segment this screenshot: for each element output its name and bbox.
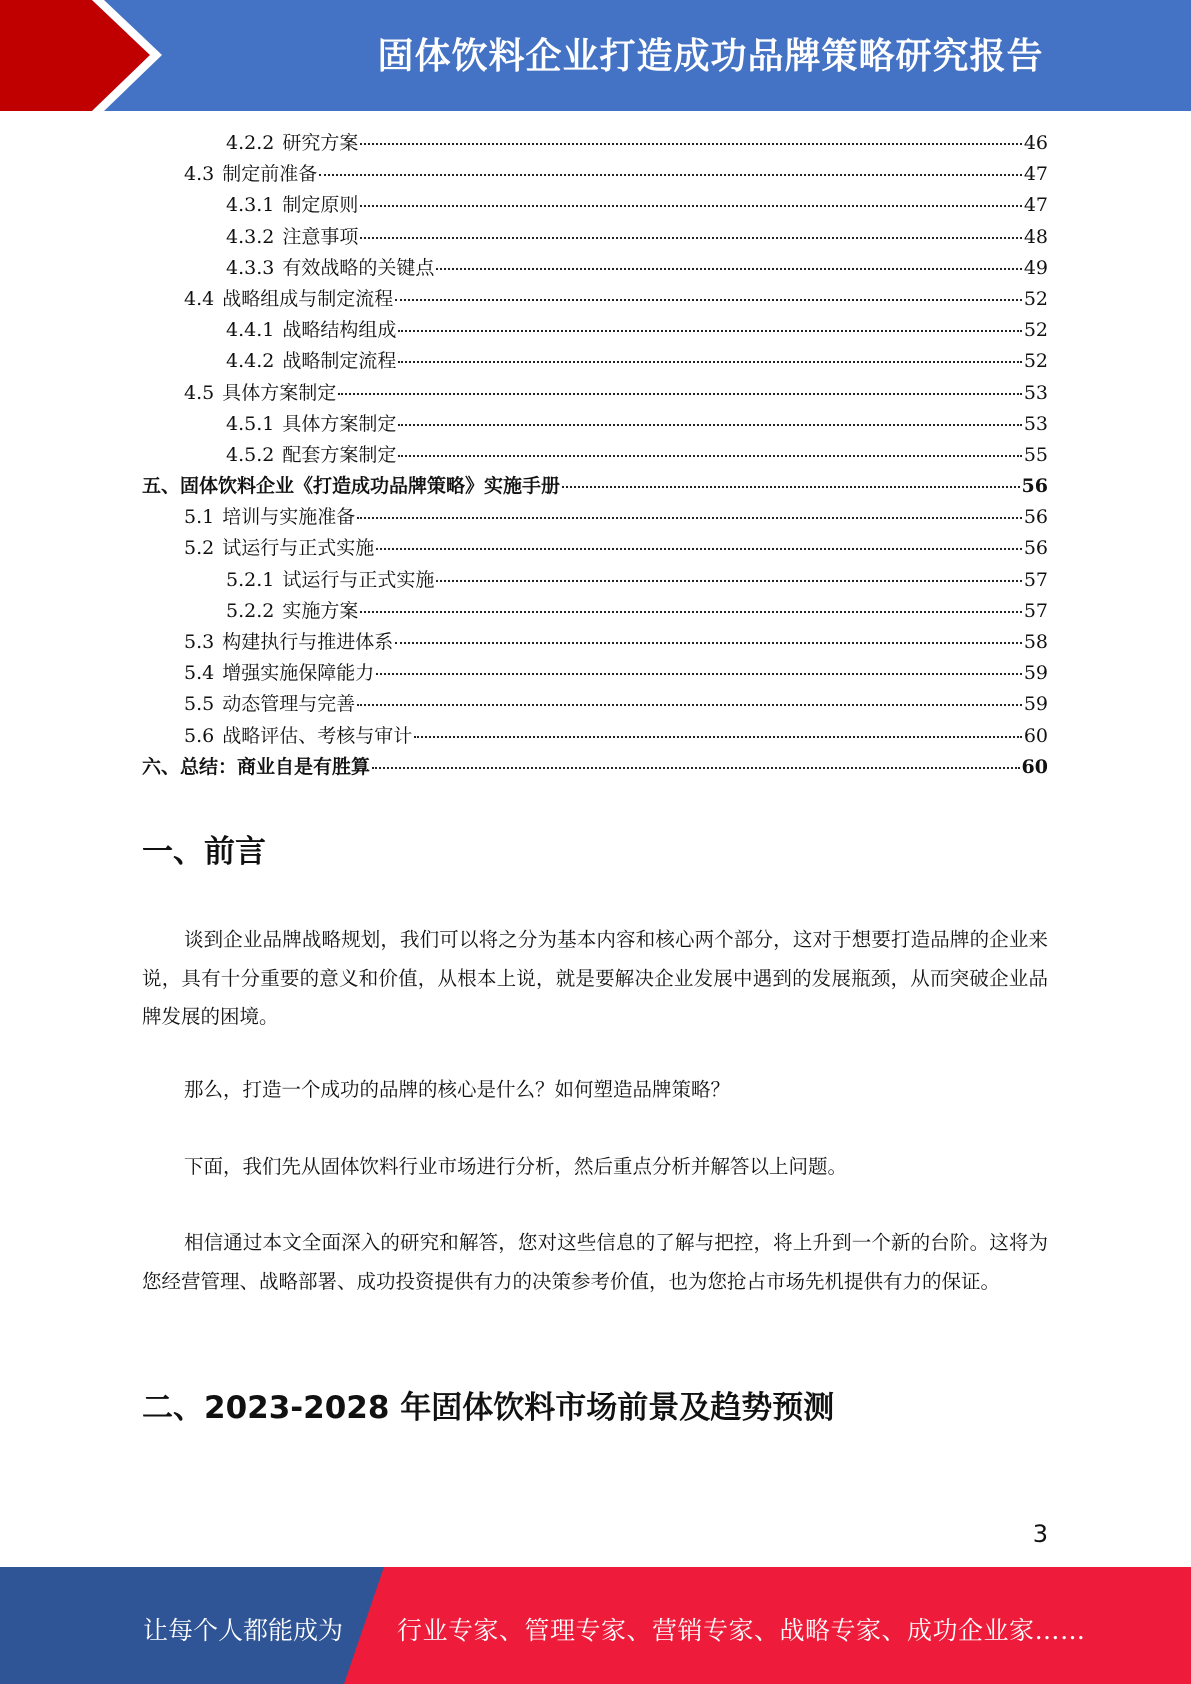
toc-dot-leader (360, 205, 1021, 207)
toc-entry[interactable] (142, 222, 1048, 253)
toc-entry-page: 49 (1023, 256, 1048, 279)
toc-entry-number: 4.5.1 (226, 412, 275, 435)
toc-entry-number: 5.2 (184, 537, 215, 560)
toc-entry-number: 5.6 (184, 724, 215, 747)
toc-dot-leader (395, 299, 1022, 301)
footer-slogan-right: 行业专家、管理专家、营销专家、战略专家、成功企业家…… (397, 1616, 1086, 1645)
page-number: 3 (1032, 1520, 1048, 1548)
toc-dot-leader (436, 268, 1021, 270)
toc-entry-number: 4.4.2 (226, 350, 275, 373)
section-heading-preface: 一、前言 (142, 834, 266, 870)
toc-entry-page: 58 (1023, 631, 1048, 653)
toc-entry-page: 52 (1023, 319, 1048, 342)
toc-entry-number: 5.2.2 (226, 599, 275, 622)
toc-entry-page: 53 (1023, 381, 1048, 404)
toc-entry[interactable] (142, 284, 1048, 315)
toc-entry[interactable] (142, 596, 1048, 627)
paragraph-1: 谈到企业品牌战略规划，我们可以将之分为基本内容和核心两个部分，这对于想要打造品牌的企业来说，具有十分重要的意义和价值，从根本上说，就是要解决企业发展中遇到的发展瓶颈，从而突破企业品牌发展的困境。 (142, 928, 1048, 1028)
toc-dot-leader (376, 548, 1022, 550)
toc-entry-title: 研究方案 (282, 132, 359, 154)
toc-entry-title: 战略结构组成 (282, 319, 397, 342)
page-header (0, 0, 1191, 111)
toc-entry-number: 4.5.2 (226, 443, 275, 466)
footer-slogan-left: 让每个人都能成为 (143, 1616, 344, 1645)
toc-entry-number: 4.3.2 (226, 225, 275, 248)
toc-entry-page: 47 (1023, 194, 1048, 217)
toc-entry-title: 注意事项 (282, 225, 359, 248)
toc-entry-title: 战略制定流程 (282, 350, 397, 373)
toc-entry[interactable] (142, 159, 1048, 190)
toc-entry-page: 56 (1023, 506, 1048, 529)
toc-entry[interactable] (142, 378, 1048, 409)
toc-entry-title: 增强实施保障能力 (222, 662, 375, 685)
toc-dot-leader (398, 455, 1021, 457)
toc-entry-title: 配套方案制定 (282, 443, 397, 466)
toc-entry[interactable] (142, 721, 1048, 752)
toc-entry[interactable] (142, 190, 1048, 221)
toc-entry-page: 47 (1023, 163, 1048, 186)
toc-entry-title: 总结：商业自是有胜算 (180, 755, 371, 778)
toc-dot-leader (357, 704, 1022, 706)
toc-entry[interactable] (142, 346, 1048, 377)
toc-entry-number: 5.1 (184, 506, 215, 529)
toc-entry-number: 4.2.2 (226, 132, 275, 154)
toc-entry-title: 具体方案制定 (222, 381, 337, 404)
toc-entry-page: 55 (1023, 443, 1048, 466)
toc-entry-title: 实施方案 (282, 599, 359, 622)
toc-entry-page: 59 (1023, 662, 1048, 685)
toc-dot-leader (360, 143, 1021, 145)
toc-entry-page: 59 (1023, 693, 1048, 716)
toc-entry-title: 战略组成与制定流程 (222, 287, 394, 310)
toc-entry-number: 5.2.1 (226, 568, 275, 591)
toc-entry[interactable] (142, 471, 1048, 502)
toc-dot-leader (436, 580, 1021, 582)
toc-entry-title: 构建执行与推进体系 (222, 631, 394, 653)
toc-entry-number: 五、 (142, 475, 181, 498)
toc-entry-number: 4.3.3 (226, 256, 275, 279)
toc-entry-page: 60 (1021, 755, 1048, 778)
toc-entry[interactable] (142, 315, 1048, 346)
toc-entry-page: 52 (1023, 287, 1048, 310)
toc-dot-leader (398, 424, 1021, 426)
toc-dot-leader (398, 361, 1021, 363)
toc-dot-leader (360, 611, 1021, 613)
paragraph-2: 那么，打造一个成功的品牌的核心是什么？如何塑造品牌策略？ (184, 1078, 731, 1101)
toc-dot-leader (360, 237, 1021, 239)
toc-dot-leader (357, 517, 1022, 519)
toc-entry-page: 57 (1023, 599, 1048, 622)
toc-dot-leader (376, 673, 1022, 675)
toc-dot-leader (338, 393, 1022, 395)
toc-entry-title: 有效战略的关键点 (282, 256, 435, 279)
toc-entry-number: 六、 (142, 755, 181, 778)
toc-entry[interactable] (142, 128, 1048, 159)
toc-entry-page: 60 (1023, 724, 1048, 747)
toc-entry-number: 4.4.1 (226, 319, 275, 342)
toc-entry-number: 5.3 (184, 631, 215, 653)
toc-entry[interactable] (142, 409, 1048, 440)
toc-entry-page: 48 (1023, 225, 1048, 248)
toc-entry-title: 制定原则 (282, 194, 359, 217)
toc-entry-page: 52 (1023, 350, 1048, 373)
toc-dot-leader (395, 642, 1022, 644)
toc-entry[interactable] (142, 627, 1048, 658)
toc-entry-title: 试运行与正式实施 (222, 537, 375, 560)
toc-dot-leader (372, 767, 1020, 769)
table-of-contents (142, 128, 1048, 783)
toc-entry-title: 培训与实施准备 (222, 506, 356, 529)
toc-entry-number: 4.3.1 (226, 194, 275, 217)
toc-entry-title: 试运行与正式实施 (282, 568, 435, 591)
toc-entry-number: 5.4 (184, 662, 215, 685)
toc-entry-page: 57 (1023, 568, 1048, 591)
toc-entry-title: 战略评估、考核与审计 (222, 724, 413, 747)
paragraph-4: 相信通过本文全面深入的研究和解答，您对这些信息的了解与把控，将上升到一个新的台阶。这将为您经营管理、战略部署、成功投资提供有力的决策参考价值，也为您抢占市场先机提供有力的保证。 (142, 1231, 1048, 1293)
toc-entry[interactable] (142, 440, 1048, 471)
page-footer (0, 1567, 1191, 1684)
toc-entry-title: 具体方案制定 (282, 412, 397, 435)
toc-dot-leader (562, 486, 1020, 488)
toc-entry-page: 56 (1021, 475, 1048, 498)
toc-dot-leader (319, 174, 1022, 176)
toc-entry[interactable] (142, 565, 1048, 596)
toc-entry[interactable] (142, 689, 1048, 720)
paragraph-3: 下面，我们先从固体饮料行业市场进行分析，然后重点分析并解答以上问题。 (184, 1155, 848, 1178)
toc-entry[interactable] (142, 533, 1048, 564)
toc-entry-page: 46 (1023, 132, 1048, 154)
toc-dot-leader (398, 330, 1021, 332)
toc-entry-title: 制定前准备 (222, 163, 318, 186)
toc-entry[interactable] (142, 658, 1048, 689)
toc-entry[interactable] (142, 253, 1048, 284)
section-heading-market-forecast: 二、2023-2028 年固体饮料市场前景及趋势预测 (142, 1390, 835, 1426)
toc-entry-title: 动态管理与完善 (222, 693, 356, 716)
toc-entry-title: 固体饮料企业《打造成功品牌策略》实施手册 (180, 475, 561, 498)
toc-entry-number: 5.5 (184, 693, 215, 716)
toc-entry-number: 4.4 (184, 287, 215, 310)
toc-entry-page: 56 (1023, 537, 1048, 560)
report-title: 固体饮料企业打造成功品牌策略研究报告 (377, 36, 1044, 77)
toc-entry[interactable] (142, 502, 1048, 533)
toc-entry-number: 4.3 (184, 163, 215, 186)
toc-entry-page: 53 (1023, 412, 1048, 435)
toc-entry[interactable] (142, 752, 1048, 783)
toc-dot-leader (414, 736, 1022, 738)
toc-entry-number: 4.5 (184, 381, 215, 404)
